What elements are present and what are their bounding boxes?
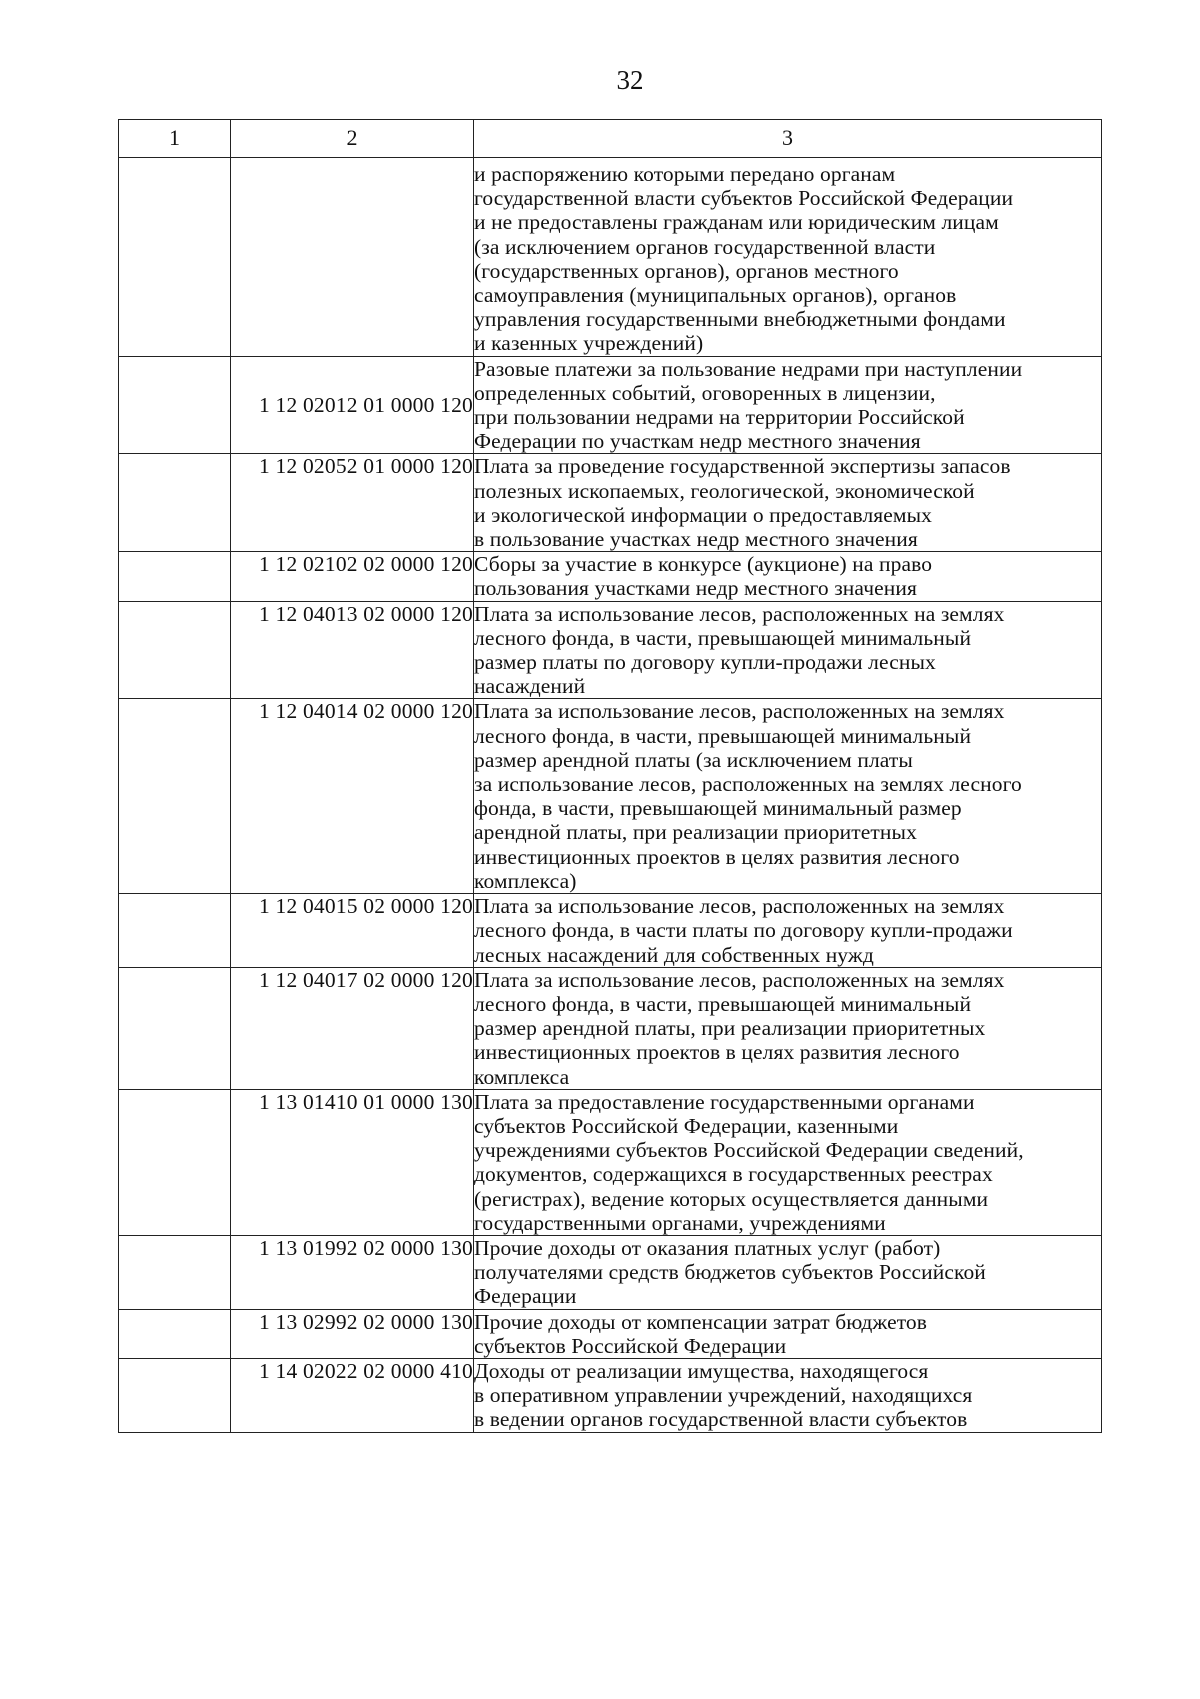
description-line: субъектов Российской Федерации, казенными	[474, 1113, 899, 1138]
description-cell	[474, 894, 1102, 968]
description-line: размер платы по договору купли-продажи лесных	[474, 650, 936, 675]
description-line: Разовые платежи за пользование недрами при наступлении	[474, 356, 1023, 381]
table-row	[119, 1235, 1102, 1309]
budget-code-cell: 1 12 04017 02 0000 120	[231, 967, 474, 1089]
row-number-cell	[119, 158, 231, 357]
description-line: Доходы от реализации имущества, находящегося	[474, 1358, 929, 1383]
table-row	[119, 1309, 1102, 1358]
description-line: лесного фонда, в части, превышающей минимальный	[474, 625, 972, 650]
page-number: 32	[616, 65, 644, 95]
description-line: арендной платы, при реализации приоритетных	[474, 820, 917, 845]
description-line: при пользовании недрами на территории Российской	[474, 405, 965, 430]
description-cell	[474, 1309, 1102, 1358]
budget-code-cell: 1 12 04014 02 0000 120	[231, 699, 474, 894]
description-line: Плата за использование лесов, расположенных на землях	[474, 699, 1005, 724]
description-line: лесного фонда, в части, превышающей минимальный	[474, 991, 972, 1016]
row-number-cell	[119, 967, 231, 1089]
description-cell	[474, 356, 1102, 454]
description-line: Прочие доходы от компенсации затрат бюджетов	[474, 1309, 928, 1334]
description-cell	[474, 967, 1102, 1089]
description-line: определенных событий, оговоренных в лицензии,	[474, 380, 936, 405]
row-number-cell	[119, 356, 231, 454]
row-number-cell	[119, 1309, 231, 1358]
row-number-cell	[119, 894, 231, 968]
description-cell	[474, 699, 1102, 894]
description-line: и не предоставлены гражданам или юридическим лицам	[474, 210, 999, 235]
description-line: Плата за использование лесов, расположенных на землях	[474, 894, 1005, 919]
description-line: инвестиционных проектов в целях развития лесного	[474, 1040, 960, 1065]
description-line: Сборы за участие в конкурсе (аукционе) на право	[474, 552, 933, 577]
table-header-row	[119, 120, 1102, 158]
description-line: (за исключением органов государственной власти	[474, 234, 936, 259]
budget-code-cell: 1 12 02012 01 0000 120	[231, 356, 474, 454]
description-cell	[474, 552, 1102, 601]
description-line: Федерации	[474, 1284, 577, 1309]
table-row	[119, 158, 1102, 357]
description-cell	[474, 1089, 1102, 1235]
description-line: размер арендной платы (за исключением платы	[474, 747, 913, 772]
description-line: в ведении органов государственной власти субъектов	[474, 1407, 968, 1432]
table-row	[119, 699, 1102, 894]
description-line: инвестиционных проектов в целях развития лесного	[474, 844, 960, 869]
description-line: субъектов Российской Федерации	[474, 1333, 787, 1358]
description-cell	[474, 158, 1102, 357]
row-number-cell	[119, 1089, 231, 1235]
description-line: пользования участками недр местного значения	[474, 576, 917, 601]
description-line: лесного фонда, в части платы по договору купли-продажи	[474, 918, 1013, 943]
table-row	[119, 967, 1102, 1089]
header-col-2: 2	[231, 120, 474, 158]
description-line: полезных ископаемых, геологической, экономической	[474, 478, 975, 503]
description-line: и казенных учреждений)	[474, 331, 704, 356]
table-row	[119, 1358, 1102, 1432]
budget-codes-table	[118, 119, 1102, 1433]
description-line: в пользование участках недр местного значения	[474, 527, 918, 552]
description-cell	[474, 454, 1102, 552]
table-row	[119, 1089, 1102, 1235]
description-cell	[474, 1235, 1102, 1309]
description-line: (государственных органов), органов местного	[474, 258, 899, 283]
budget-code-cell: 1 12 04015 02 0000 120	[231, 894, 474, 968]
description-line: за использование лесов, расположенных на землях лесного	[474, 772, 1022, 797]
description-line: и распоряжению которыми передано органам	[474, 162, 896, 186]
budget-code-cell: 1 13 01992 02 0000 130	[231, 1235, 474, 1309]
budget-code-cell: 1 13 01410 01 0000 130	[231, 1089, 474, 1235]
budget-code-cell: 1 14 02022 02 0000 410	[231, 1358, 474, 1432]
description-line: в оперативном управлении учреждений, находящихся	[474, 1383, 973, 1408]
description-line: документов, содержащихся в государственных реестрах	[474, 1162, 993, 1187]
description-line: самоуправления (муниципальных органов), органов	[474, 283, 957, 308]
description-line: Плата за использование лесов, расположенных на землях	[474, 967, 1005, 992]
description-cell	[474, 1358, 1102, 1432]
table-row	[119, 356, 1102, 454]
description-line: Плата за использование лесов, расположенных на землях	[474, 601, 1005, 626]
description-line: комплекса	[474, 1064, 570, 1089]
header-col-1: 1	[119, 120, 231, 158]
row-number-cell	[119, 454, 231, 552]
row-number-cell	[119, 1235, 231, 1309]
row-number-cell	[119, 601, 231, 699]
description-line: получателями средств бюджетов субъектов Российской	[474, 1260, 986, 1285]
table-row	[119, 552, 1102, 601]
description-line: лесных насаждений для собственных нужд	[474, 942, 874, 967]
description-line: государственными органами, учреждениями	[474, 1210, 886, 1235]
description-line: управления государственными внебюджетными фондами	[474, 307, 1006, 332]
description-line: (регистрах), ведение которых осуществляется данными	[474, 1186, 989, 1211]
description-line: насаждений	[474, 674, 586, 699]
budget-code-cell	[231, 158, 474, 357]
description-line: лесного фонда, в части, превышающей минимальный	[474, 723, 972, 748]
table-row	[119, 601, 1102, 699]
row-number-cell	[119, 699, 231, 894]
table-body	[119, 158, 1102, 1433]
description-line: Плата за предоставление государственными органами	[474, 1089, 975, 1114]
description-line: Федерации по участкам недр местного значения	[474, 429, 921, 454]
description-line: и экологической информации о предоставляемых	[474, 502, 932, 527]
budget-code-cell: 1 13 02992 02 0000 130	[231, 1309, 474, 1358]
description-line: комплекса)	[474, 868, 577, 893]
table-row	[119, 454, 1102, 552]
description-line: размер арендной платы, при реализации приоритетных	[474, 1016, 986, 1041]
budget-code-cell: 1 12 04013 02 0000 120	[231, 601, 474, 699]
description-line: Прочие доходы от оказания платных услуг (работ)	[474, 1235, 941, 1260]
description-line: фонда, в части, превышающей минимальный размер	[474, 796, 962, 821]
description-line: государственной власти субъектов Российской Федерации	[474, 186, 1014, 211]
description-line: учреждениями субъектов Российской Федерации сведений,	[474, 1138, 1024, 1163]
header-col-3: 3	[474, 120, 1102, 158]
row-number-cell	[119, 552, 231, 601]
budget-code-cell: 1 12 02052 01 0000 120	[231, 454, 474, 552]
description-line: Плата за проведение государственной экспертизы запасов	[474, 454, 1011, 479]
table-row	[119, 894, 1102, 968]
description-cell	[474, 601, 1102, 699]
budget-code-cell: 1 12 02102 02 0000 120	[231, 552, 474, 601]
row-number-cell	[119, 1358, 231, 1432]
